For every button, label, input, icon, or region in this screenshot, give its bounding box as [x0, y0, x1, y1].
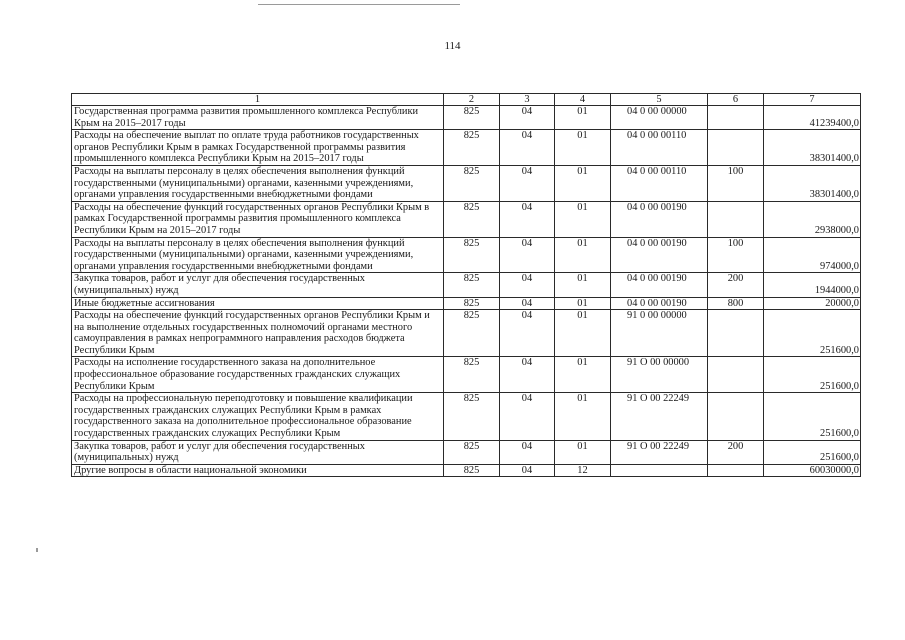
subsection-code-cell: 01: [555, 237, 611, 273]
amount-cell: 2938000,0: [764, 201, 861, 237]
target-article-cell: 04 0 00 00190: [611, 201, 708, 237]
expense-type-cell: 100: [708, 237, 764, 273]
table-row: [72, 106, 861, 130]
row-name-cell: Расходы на обеспечение функций государственных органов Республики Крым в рамках Государственной программы развития промышленного комплекса Республики Крым на 2015–2017 годы: [72, 201, 444, 237]
section-code-cell: 04: [500, 310, 555, 357]
target-article-cell: 04 0 00 00190: [611, 273, 708, 297]
subsection-code-cell: 01: [555, 393, 611, 440]
table-row: [72, 165, 861, 201]
section-code-cell: 04: [500, 273, 555, 297]
subsection-code-cell: 01: [555, 310, 611, 357]
header-cell-7: 7: [764, 94, 861, 106]
expense-type-cell: [708, 310, 764, 357]
section-code-cell: 04: [500, 201, 555, 237]
amount-cell: 41239400,0: [764, 106, 861, 130]
subsection-code-cell: 01: [555, 273, 611, 297]
target-article-cell: 04 0 00 00000: [611, 106, 708, 130]
amount-cell: 38301400,0: [764, 130, 861, 166]
ministry-code-cell: 825: [444, 297, 500, 310]
header-cell-4: 4: [555, 94, 611, 106]
amount-cell: 251600,0: [764, 440, 861, 464]
margin-mark: [36, 548, 38, 552]
ministry-code-cell: 825: [444, 310, 500, 357]
header-cell-3: 3: [500, 94, 555, 106]
row-name-cell: Закупка товаров, работ и услуг для обеспечения государственных (муниципальных) нужд: [72, 440, 444, 464]
ministry-code-cell: 825: [444, 165, 500, 201]
amount-cell: 60030000,0: [764, 464, 861, 477]
ministry-code-cell: 825: [444, 201, 500, 237]
table-row: [72, 440, 861, 464]
table-row: [72, 297, 861, 310]
section-code-cell: 04: [500, 106, 555, 130]
section-code-cell: 04: [500, 165, 555, 201]
table-row: [72, 357, 861, 393]
amount-cell: 251600,0: [764, 310, 861, 357]
target-article-cell: 04 0 00 00190: [611, 237, 708, 273]
expense-type-cell: [708, 201, 764, 237]
section-code-cell: 04: [500, 130, 555, 166]
budget-table: [71, 93, 861, 477]
row-name-cell: Расходы на профессиональную переподготовку и повышение квалификации государственных гражданских служащих Республики Крым в рамках государственного заказа на дополнительное профессиональное образование государственных гражданских служащих Республики Крым: [72, 393, 444, 440]
target-article-cell: 04 0 00 00110: [611, 130, 708, 166]
target-article-cell: 91 О 00 00000: [611, 357, 708, 393]
subsection-code-cell: 01: [555, 201, 611, 237]
row-name-cell: Расходы на выплаты персоналу в целях обеспечения выполнения функций государственными (муниципальными) органами, казенными учреждениями, органами управления государственными внебюджетными фондами: [72, 237, 444, 273]
row-name-cell: Другие вопросы в области национальной экономики: [72, 464, 444, 477]
page-number: 114: [444, 40, 461, 52]
table-row: [72, 201, 861, 237]
section-code-cell: 04: [500, 464, 555, 477]
ministry-code-cell: 825: [444, 273, 500, 297]
table-body: [72, 94, 861, 477]
row-name-cell: Закупка товаров, работ и услуг для обеспечения государственных (муниципальных) нужд: [72, 273, 444, 297]
subsection-code-cell: 12: [555, 464, 611, 477]
header-cell-5: 5: [611, 94, 708, 106]
table-row: [72, 393, 861, 440]
row-name-cell: Расходы на обеспечение выплат по оплате труда работников государственных органов Республики Крым в рамках Государственной программы развития промышленного комплекса Республики Крым на 2015–2017 годы: [72, 130, 444, 166]
expense-type-cell: 100: [708, 165, 764, 201]
target-article-cell: 04 0 00 00110: [611, 165, 708, 201]
subsection-code-cell: 01: [555, 357, 611, 393]
section-code-cell: 04: [500, 393, 555, 440]
row-name-cell: Расходы на исполнение государственного заказа на дополнительное профессиональное образование государственных гражданских служащих Республики Крым: [72, 357, 444, 393]
section-code-cell: 04: [500, 357, 555, 393]
amount-cell: 1944000,0: [764, 273, 861, 297]
subsection-code-cell: 01: [555, 165, 611, 201]
section-code-cell: 04: [500, 440, 555, 464]
ministry-code-cell: 825: [444, 393, 500, 440]
expense-type-cell: 200: [708, 440, 764, 464]
section-code-cell: 04: [500, 237, 555, 273]
table-row: [72, 130, 861, 166]
row-name-cell: Расходы на обеспечение функций государственных органов Республики Крым и на выполнение отдельных государственных полномочий органами местного самоуправления в рамках непрограммного направления расходов бюджета Республики Крым: [72, 310, 444, 357]
header-cell-1: 1: [72, 94, 444, 106]
expense-type-cell: [708, 130, 764, 166]
table-row: [72, 464, 861, 477]
table-row: [72, 237, 861, 273]
subsection-code-cell: 01: [555, 297, 611, 310]
subsection-code-cell: 01: [555, 130, 611, 166]
expense-type-cell: [708, 106, 764, 130]
expense-type-cell: [708, 464, 764, 477]
subsection-code-cell: 01: [555, 106, 611, 130]
table-row: [72, 273, 861, 297]
expense-type-cell: 800: [708, 297, 764, 310]
ministry-code-cell: 825: [444, 464, 500, 477]
ministry-code-cell: 825: [444, 130, 500, 166]
target-article-cell: 91 О 00 22249: [611, 440, 708, 464]
amount-cell: 38301400,0: [764, 165, 861, 201]
header-cell-6: 6: [708, 94, 764, 106]
target-article-cell: 91 0 00 00000: [611, 310, 708, 357]
subsection-code-cell: 01: [555, 440, 611, 464]
table-header-row: [72, 94, 861, 106]
target-article-cell: [611, 464, 708, 477]
row-name-cell: Иные бюджетные ассигнования: [72, 297, 444, 310]
amount-cell: 251600,0: [764, 393, 861, 440]
top-edge-line: [258, 4, 460, 5]
ministry-code-cell: 825: [444, 440, 500, 464]
row-name-cell: Государственная программа развития промышленного комплекса Республики Крым на 2015–2017 годы: [72, 106, 444, 130]
ministry-code-cell: 825: [444, 237, 500, 273]
ministry-code-cell: 825: [444, 357, 500, 393]
target-article-cell: 91 О 00 22249: [611, 393, 708, 440]
section-code-cell: 04: [500, 297, 555, 310]
row-name-cell: Расходы на выплаты персоналу в целях обеспечения выполнения функций государственными (муниципальными) органами, казенными учреждениями, органами управления государственными внебюджетными фондами: [72, 165, 444, 201]
table-row: [72, 310, 861, 357]
ministry-code-cell: 825: [444, 106, 500, 130]
expense-type-cell: 200: [708, 273, 764, 297]
expense-type-cell: [708, 393, 764, 440]
expense-type-cell: [708, 357, 764, 393]
amount-cell: 974000,0: [764, 237, 861, 273]
amount-cell: 251600,0: [764, 357, 861, 393]
amount-cell: 20000,0: [764, 297, 861, 310]
header-cell-2: 2: [444, 94, 500, 106]
target-article-cell: 04 0 00 00190: [611, 297, 708, 310]
